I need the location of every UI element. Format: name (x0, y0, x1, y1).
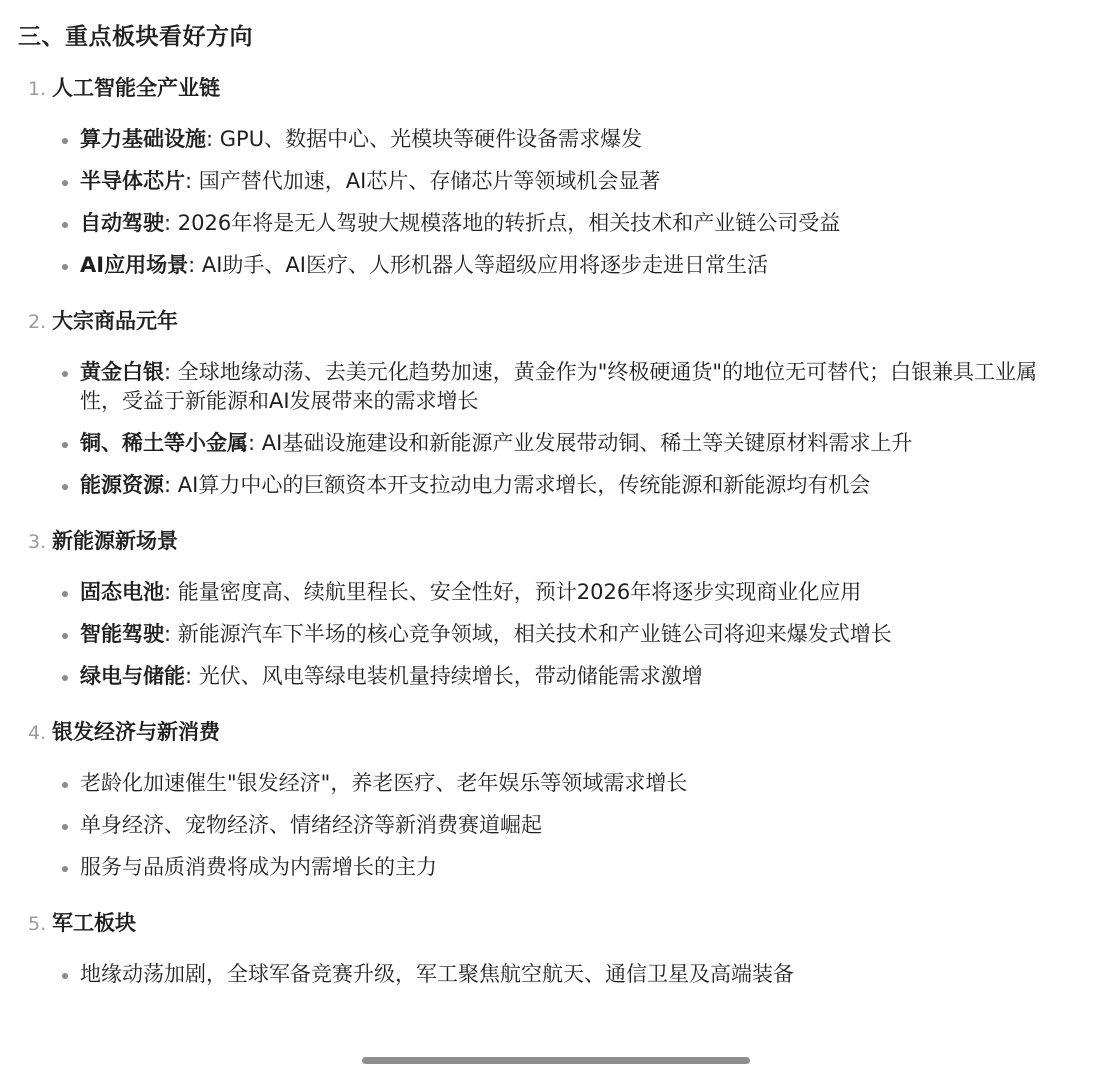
list-item (18, 655, 1076, 697)
item-label: 固态电池 (80, 579, 164, 604)
section-4 (18, 717, 1088, 888)
list-item (18, 762, 1076, 804)
list-item (18, 422, 1076, 464)
item-text: 服务与品质消费将成为内需增长的主力 (80, 854, 437, 879)
item-label: 绿电与储能 (80, 663, 185, 688)
list-item (18, 804, 1076, 846)
list-item (18, 244, 1076, 286)
section-title-text: 军工板块 (52, 911, 136, 935)
bullet-dot-icon (62, 138, 68, 144)
item-text: 国产替代加速，AI芯片、存储芯片等领域机会显著 (198, 168, 661, 193)
bullet-list (18, 118, 1088, 286)
item-text: AI算力中心的巨额资本开支拉动电力需求增长，传统能源和新能源均有机会 (177, 472, 871, 497)
bullet-dot-icon (62, 442, 68, 448)
bullet-dot-icon (62, 824, 68, 830)
section-number: 2. (28, 311, 47, 333)
section-title (18, 717, 1088, 748)
bullet-list (18, 762, 1088, 888)
list-item (18, 351, 1076, 422)
item-text: 新能源汽车下半场的核心竞争领域，相关技术和产业链公司将迎来爆发式增长 (177, 621, 892, 646)
item-separator: : (164, 579, 172, 604)
home-indicator[interactable] (362, 1057, 750, 1064)
item-label: 黄金白银 (80, 359, 164, 384)
section-number: 5. (28, 913, 47, 935)
list-item (18, 613, 1076, 655)
item-separator: : (185, 168, 193, 193)
item-separator: : (188, 252, 196, 277)
item-label: 铜、稀土等小金属 (80, 430, 248, 455)
section-title-text: 人工智能全产业链 (52, 76, 220, 100)
item-text: 地缘动荡加剧，全球军备竞赛升级，军工聚焦航空航天、通信卫星及高端装备 (80, 961, 794, 986)
section-5 (18, 908, 1088, 995)
list-item (18, 160, 1076, 202)
item-separator: : (248, 430, 256, 455)
sections-container (18, 73, 1088, 995)
item-separator: : (185, 663, 193, 688)
section-heading: 三、重点板块看好方向 (18, 24, 253, 50)
document (18, 0, 1088, 995)
list-item (18, 571, 1076, 613)
section-1 (18, 73, 1088, 286)
item-text: GPU、数据中心、光模块等硬件设备需求爆发 (219, 126, 643, 151)
list-item (18, 953, 1076, 995)
item-label: AI应用场景 (80, 252, 189, 277)
bullet-dot-icon (62, 633, 68, 639)
section-number: 4. (28, 722, 47, 744)
item-label: 智能驾驶 (80, 621, 164, 646)
bullet-dot-icon (62, 222, 68, 228)
list-item (18, 846, 1076, 888)
bullet-dot-icon (62, 675, 68, 681)
item-text: AI助手、AI医疗、人形机器人等超级应用将逐步走进日常生活 (201, 252, 768, 277)
item-text: 老龄化加速催生"银发经济"，养老医疗、老年娱乐等领域需求增长 (80, 770, 688, 795)
bullet-dot-icon (62, 866, 68, 872)
bullet-dot-icon (62, 180, 68, 186)
item-text: 光伏、风电等绿电装机量持续增长，带动储能需求激增 (198, 663, 703, 688)
item-separator: : (164, 210, 172, 235)
section-number: 1. (28, 78, 47, 100)
item-separator: : (206, 126, 214, 151)
section-title (18, 73, 1088, 104)
bullet-list (18, 571, 1088, 697)
item-label: 半导体芯片 (80, 168, 185, 193)
section-title-text: 大宗商品元年 (52, 309, 178, 333)
bullet-dot-icon (62, 264, 68, 270)
list-item (18, 118, 1076, 160)
list-item (18, 464, 1076, 506)
bullet-dot-icon (62, 371, 68, 377)
section-title-text: 银发经济与新消费 (52, 720, 220, 744)
item-text: 能量密度高、续航里程长、安全性好，预计2026年将逐步实现商业化应用 (177, 579, 862, 604)
item-text: 单身经济、宠物经济、情绪经济等新消费赛道崛起 (80, 812, 542, 837)
bullet-dot-icon (62, 591, 68, 597)
item-text: 2026年将是无人驾驶大规模落地的转折点，相关技术和产业链公司受益 (177, 210, 841, 235)
item-text: AI基础设施建设和新能源产业发展带动铜、稀土等关键原材料需求上升 (261, 430, 913, 455)
item-text: 全球地缘动荡、去美元化趋势加速，黄金作为"终极硬通货"的地位无可替代；白银兼具工业属性，受益于新能源和AI发展带来的需求增长 (80, 359, 1038, 413)
item-label: 自动驾驶 (80, 210, 164, 235)
section-2 (18, 306, 1088, 506)
section-title-text: 新能源新场景 (52, 529, 178, 553)
section-title (18, 306, 1088, 337)
bullet-dot-icon (62, 484, 68, 490)
item-separator: : (164, 621, 172, 646)
bullet-dot-icon (62, 973, 68, 979)
item-label: 算力基础设施 (80, 126, 206, 151)
bullet-dot-icon (62, 782, 68, 788)
bullet-list (18, 351, 1088, 506)
item-separator: : (164, 472, 172, 497)
item-label: 能源资源 (80, 472, 164, 497)
section-title (18, 526, 1088, 557)
item-separator: : (164, 359, 172, 384)
list-item (18, 202, 1076, 244)
section-3 (18, 526, 1088, 697)
section-title (18, 908, 1088, 939)
bullet-list (18, 953, 1088, 995)
section-number: 3. (28, 531, 47, 553)
